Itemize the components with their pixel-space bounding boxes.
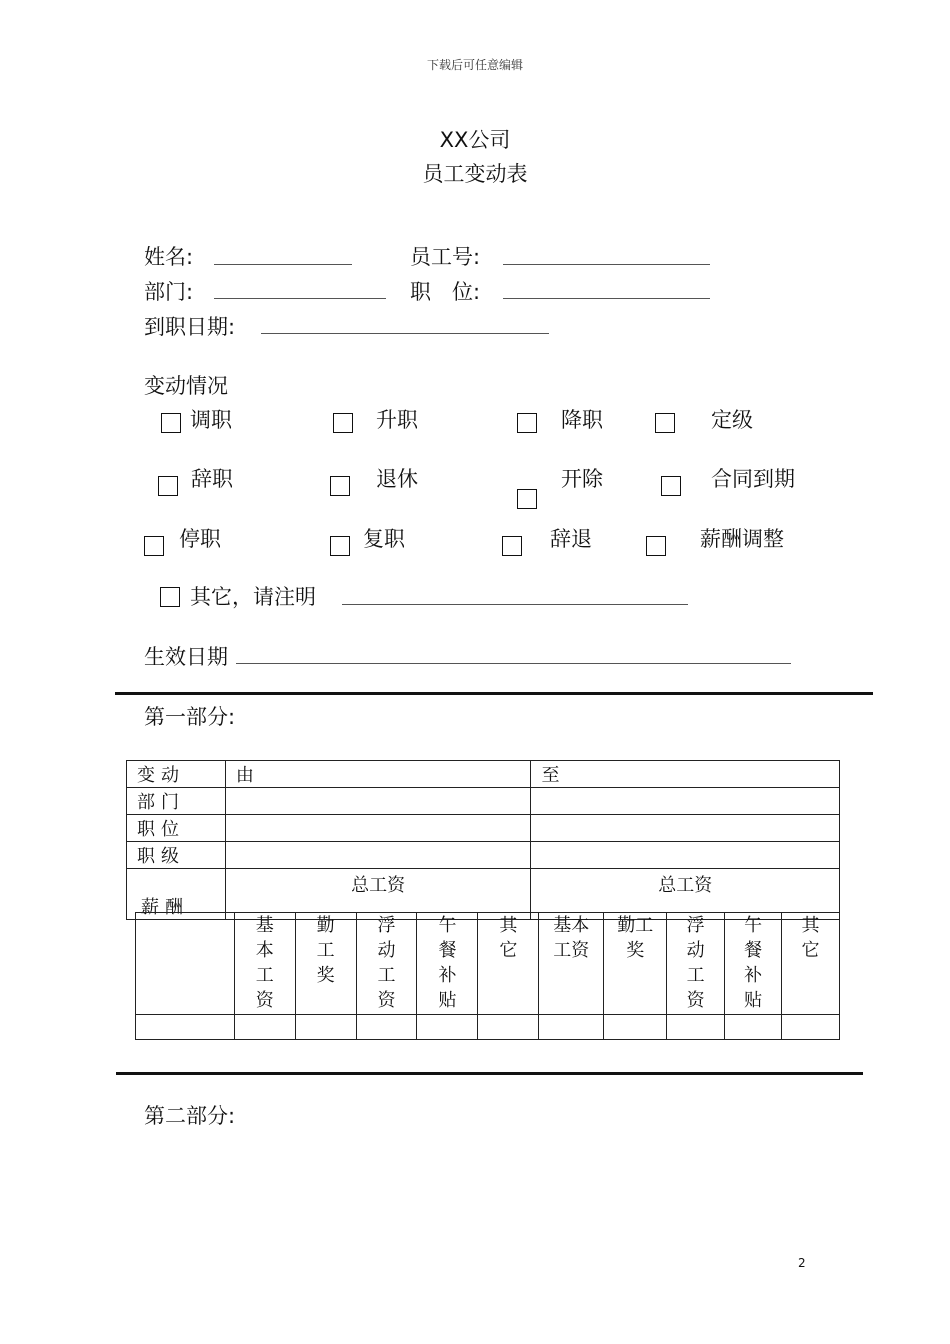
value-cell[interactable]: [478, 1015, 539, 1040]
option-resignation: 辞职: [191, 467, 233, 491]
option-contract-expiry: 合同到期: [711, 467, 795, 491]
company-title: XX公司: [439, 128, 511, 152]
name-field[interactable]: [214, 264, 352, 265]
to-lunch-allowance-header: 午餐补贴: [725, 913, 782, 1015]
name-label: 姓名:: [144, 245, 194, 269]
value-cell[interactable]: [234, 1015, 295, 1040]
checkbox-dismissal[interactable]: [517, 489, 537, 509]
row-label-position: 职位: [127, 815, 226, 842]
change-table: [126, 760, 840, 920]
option-demotion: 降职: [561, 408, 603, 432]
option-grading: 定级: [711, 408, 753, 432]
to-grade-cell[interactable]: [531, 842, 840, 869]
hire-date-field[interactable]: [261, 333, 549, 334]
blank-cell: [136, 913, 235, 1015]
from-other-header: 其它: [478, 913, 539, 1015]
value-cell[interactable]: [417, 1015, 478, 1040]
other-note-field[interactable]: [342, 604, 688, 605]
from-lunch-allowance-header: 午餐补贴: [417, 913, 478, 1015]
checkbox-reinstatement[interactable]: [330, 536, 350, 556]
to-total-salary: 总工资: [531, 869, 840, 920]
page-number: 2: [798, 1256, 806, 1270]
checkbox-promotion[interactable]: [333, 413, 353, 433]
from-department-cell[interactable]: [225, 788, 531, 815]
table-row: [127, 788, 840, 815]
change-heading: 变动情况: [144, 374, 228, 398]
checkbox-salary-adjust[interactable]: [646, 536, 666, 556]
table-row: [136, 1015, 840, 1040]
option-reinstatement: 复职: [363, 527, 405, 551]
checkbox-other[interactable]: [160, 587, 180, 607]
option-termination: 辞退: [550, 527, 592, 551]
option-salary-adjust: 薪酬调整: [700, 527, 784, 551]
employee-no-field[interactable]: [503, 264, 710, 265]
salary-breakdown-table: [135, 912, 840, 1040]
checkbox-transfer[interactable]: [161, 413, 181, 433]
to-header: 至: [531, 761, 840, 788]
section-divider: [115, 692, 873, 695]
from-position-cell[interactable]: [225, 815, 531, 842]
to-basic-salary-header: 基本工资: [539, 913, 604, 1015]
row-label-salary: 薪酬: [127, 869, 226, 920]
department-field[interactable]: [214, 298, 386, 299]
option-retirement: 退休: [376, 467, 418, 491]
hire-date-label: 到职日期:: [144, 315, 236, 339]
from-grade-cell[interactable]: [225, 842, 531, 869]
value-cell[interactable]: [295, 1015, 356, 1040]
effective-date-label: 生效日期: [144, 645, 228, 669]
part2-heading: 第二部分:: [144, 1104, 236, 1128]
to-floating-salary-header: 浮动工资: [667, 913, 725, 1015]
checkbox-resignation[interactable]: [158, 476, 178, 496]
value-cell[interactable]: [667, 1015, 725, 1040]
value-cell[interactable]: [136, 1015, 235, 1040]
value-cell[interactable]: [782, 1015, 840, 1040]
row-label-grade: 职级: [127, 842, 226, 869]
option-suspension: 停职: [179, 527, 221, 551]
option-other: 其它，请注明: [190, 585, 316, 609]
option-transfer: 调职: [190, 408, 232, 432]
department-label: 部门:: [144, 280, 194, 304]
to-attendance-bonus-header: 勤工奖: [604, 913, 667, 1015]
position-field[interactable]: [503, 298, 710, 299]
employee-no-label: 员工号:: [410, 245, 481, 269]
from-attendance-bonus-header: 勤工奖: [295, 913, 356, 1015]
checkbox-demotion[interactable]: [517, 413, 537, 433]
section-divider: [116, 1072, 863, 1075]
checkbox-grading[interactable]: [655, 413, 675, 433]
effective-date-field[interactable]: [236, 663, 791, 664]
form-title: 员工变动表: [422, 162, 528, 186]
value-cell[interactable]: [604, 1015, 667, 1040]
table-row: [136, 913, 840, 1015]
value-cell[interactable]: [356, 1015, 417, 1040]
header-note: 下载后可任意编辑: [426, 58, 523, 72]
table-row: [127, 815, 840, 842]
from-basic-salary-header: 基本工资: [234, 913, 295, 1015]
to-other-header: 其它: [782, 913, 840, 1015]
from-total-salary: 总工资: [225, 869, 531, 920]
from-header: 由: [225, 761, 531, 788]
from-floating-salary-header: 浮动工资: [356, 913, 417, 1015]
checkbox-termination[interactable]: [502, 536, 522, 556]
part1-heading: 第一部分:: [144, 705, 236, 729]
row-label-change: 变动: [127, 761, 226, 788]
to-position-cell[interactable]: [531, 815, 840, 842]
table-row: [127, 761, 840, 788]
position-label: 职 位:: [410, 280, 481, 304]
option-promotion: 升职: [376, 408, 418, 432]
to-department-cell[interactable]: [531, 788, 840, 815]
checkbox-suspension[interactable]: [144, 536, 164, 556]
table-row: [127, 842, 840, 869]
checkbox-retirement[interactable]: [330, 476, 350, 496]
row-label-department: 部门: [127, 788, 226, 815]
checkbox-contract-expiry[interactable]: [661, 476, 681, 496]
option-dismissal: 开除: [561, 467, 603, 491]
value-cell[interactable]: [725, 1015, 782, 1040]
value-cell[interactable]: [539, 1015, 604, 1040]
